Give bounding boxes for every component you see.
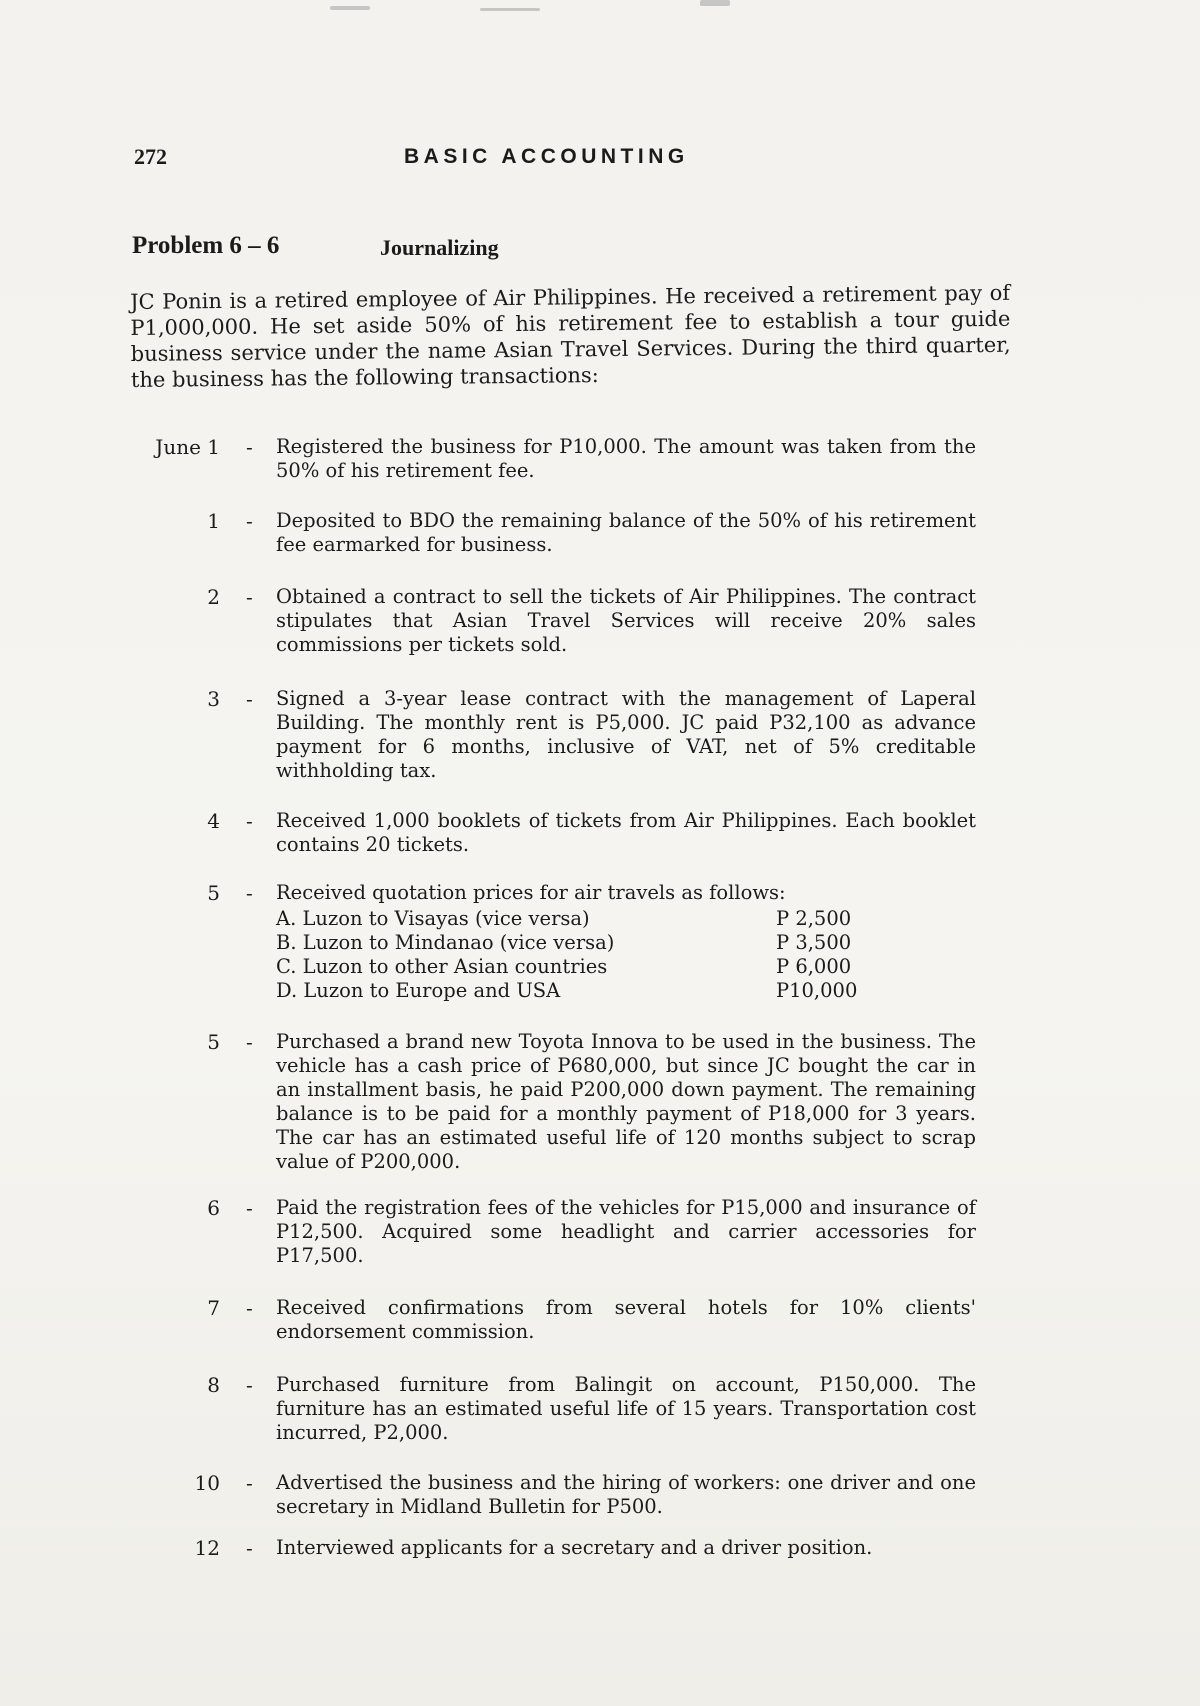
quotation-price: P 3,500: [776, 931, 852, 954]
transaction-date: 5: [207, 881, 220, 905]
transaction-text: Signed a 3-year lease contract with the management of Laperal Building. The monthly rent is P5,000. JC paid P32,100 as advance payment for 6 months, inclusive of VAT, net of 5% creditable withholding tax.: [276, 687, 976, 782]
quotation-route: D. Luzon to Europe and USA: [276, 979, 561, 1002]
transaction-date: 8: [207, 1373, 220, 1397]
transaction-text: Interviewed applicants for a secretary and a driver position.: [276, 1536, 873, 1559]
transaction-dash: -: [246, 1296, 253, 1320]
transaction-date: 3: [207, 687, 220, 711]
transaction-text: Received confirmations from several hotels for 10% clients' endorsement commission.: [276, 1296, 976, 1343]
transaction-dash: -: [246, 809, 253, 833]
transaction-date: June 1: [155, 435, 220, 459]
transaction-dash: -: [246, 687, 253, 711]
quotation-route: B. Luzon to Mindanao (vice versa): [276, 931, 615, 954]
transaction-text-block: [276, 881, 976, 1003]
page-number: 272: [134, 144, 167, 169]
quotation-price: P 2,500: [776, 907, 852, 930]
quotation-row: [276, 979, 976, 1003]
transaction-date: 12: [194, 1536, 220, 1560]
transaction-date: 1: [207, 509, 220, 533]
transaction-text: Deposited to BDO the remaining balance of the 50% of his retirement fee earmarked for business.: [276, 509, 976, 556]
quotation-price: P 6,000: [776, 955, 852, 978]
transaction-dash: -: [246, 509, 253, 533]
transaction-dash: -: [246, 1471, 253, 1495]
transaction-date: 4: [207, 809, 220, 833]
transaction-date: 10: [194, 1471, 220, 1495]
transaction-dash: -: [246, 1536, 253, 1560]
transaction-text: Paid the registration fees of the vehicles for P15,000 and insurance of P12,500. Acquired some headlight and carrier accessories for P17,500.: [276, 1196, 976, 1267]
transaction-dash: -: [246, 881, 253, 905]
problem-intro: JC Ponin is a retired employee of Air Philippines. He received a retirement pay of P1,000,000. He set aside 50% of his retirement fee to establish a tour guide business service under the name Asian Travel Services. During the third quarter, the business has the following transactions:: [130, 280, 1011, 392]
transaction-dash: -: [246, 1196, 253, 1220]
quotation-route: C. Luzon to other Asian countries: [276, 955, 608, 978]
transaction-text: Purchased furniture from Balingit on account, P150,000. The furniture has an estimated useful life of 15 years. Transportation cost incurred, P2,000.: [276, 1373, 976, 1444]
quotation-row: [276, 931, 976, 955]
transaction-text: Registered the business for P10,000. The amount was taken from the 50% of his retirement fee.: [276, 435, 976, 482]
transaction-date: 2: [207, 585, 220, 609]
running-head: BASIC ACCOUNTING: [404, 145, 689, 168]
transaction-dash: -: [246, 1030, 253, 1054]
transaction-text: Purchased a brand new Toyota Innova to be used in the business. The vehicle has a cash price of P680,000, but since JC bought the car in an installment basis, he paid P200,000 down payment. The remaining balance is to be paid for a monthly payment of P18,000 for 3 years. The car has an estimated useful life of 120 months subject to scrap value of P200,000.: [276, 1030, 976, 1173]
transaction-dash: -: [246, 435, 253, 459]
transaction-date: 5: [207, 1030, 220, 1054]
problem-topic: Journalizing: [380, 235, 499, 260]
transaction-text: Obtained a contract to sell the tickets of Air Philippines. The contract stipulates that Asian Travel Services will receive 20% sales commissions per tickets sold.: [276, 585, 976, 656]
quotation-row: [276, 955, 976, 979]
quotation-route: A. Luzon to Visayas (vice versa): [276, 907, 590, 930]
problem-label: Problem 6 – 6: [132, 232, 280, 259]
quotation-price: P10,000: [776, 979, 858, 1002]
transaction-dash: -: [246, 1373, 253, 1397]
quotation-list: [276, 907, 976, 1003]
transaction-date: 6: [207, 1196, 220, 1220]
transaction-text: Received quotation prices for air travels as follows:: [276, 881, 786, 904]
transaction-text: Received 1,000 booklets of tickets from Air Philippines. Each booklet contains 20 tickets.: [276, 809, 976, 856]
transaction-dash: -: [246, 585, 253, 609]
quotation-row: [276, 907, 976, 931]
transaction-date: 7: [207, 1296, 220, 1320]
transaction-text: Advertised the business and the hiring of workers: one driver and one secretary in Midland Bulletin for P500.: [276, 1471, 976, 1518]
